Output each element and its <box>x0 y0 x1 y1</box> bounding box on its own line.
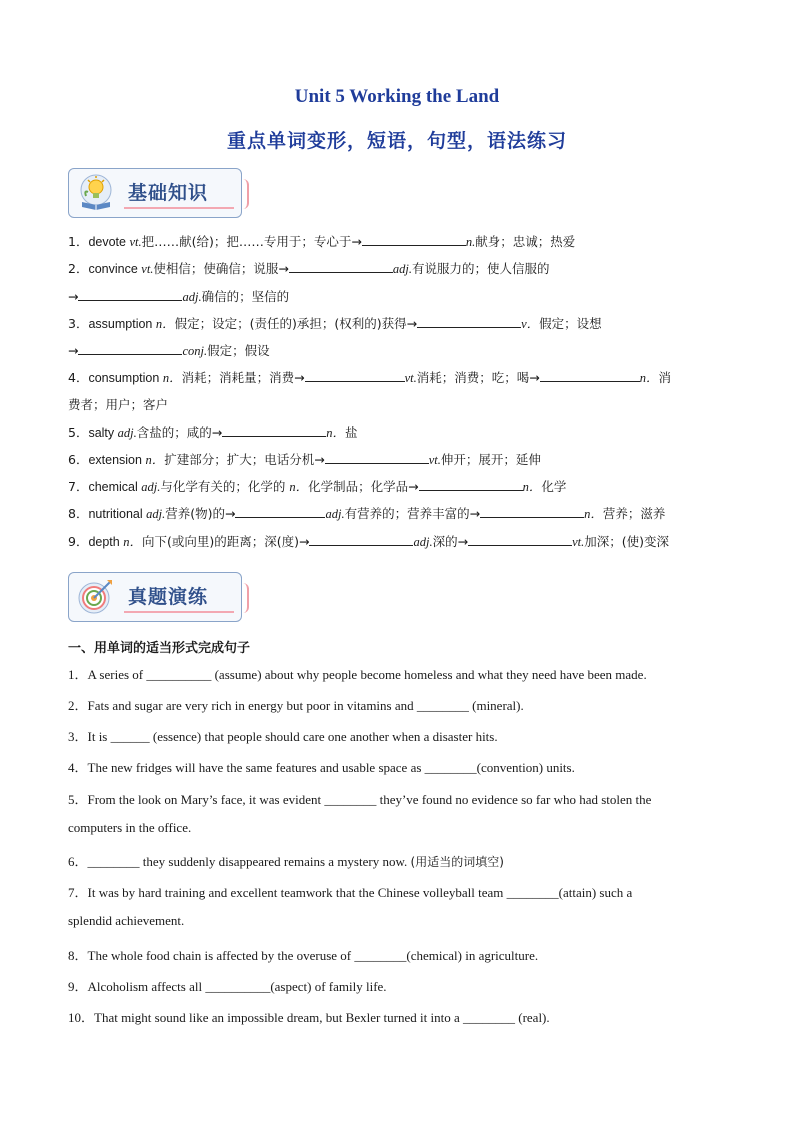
page-subtitle: 重点单词变形，短语，句型，语法练习 <box>226 130 567 152</box>
vocab-item-2: 2．convince vt.使相信；使确信；说服→ adj.有说服力的；使人信服的 <box>68 261 550 276</box>
blank[interactable] <box>309 533 413 546</box>
blank[interactable] <box>540 369 640 382</box>
question-1: 1．A series of __________ (assume) about why people become homeless and what they need have been made. <box>68 667 647 682</box>
vocab-item-6: 6．extension n．扩建部分；扩大；电话分机→ vt.伸开；展开；延伸 <box>68 452 541 467</box>
question-8: 8．The whole food chain is affected by the overuse of ________(chemical) in agriculture. <box>68 948 539 963</box>
blank[interactable] <box>325 451 429 464</box>
exercise-heading: 一、用单词的适当形式完成句子 <box>68 641 251 656</box>
blank[interactable] <box>78 342 182 355</box>
blank[interactable] <box>362 233 466 246</box>
question-2: 2．Fats and sugar are very rich in energy but poor in vitamins and ________ (mineral). <box>68 698 524 713</box>
question-10: 10．That might sound like an impossible dream, but Bexler turned it into a ________ (real). <box>68 1010 550 1025</box>
section-banner-exercises <box>68 572 244 624</box>
section-banner-basics <box>68 168 244 220</box>
vocab-item-4-cont: 费者；用户；客户 <box>68 397 169 412</box>
vocab-item-7: 7．chemical adj.与化学有关的；化学的 n．化学制品；化学品→ n．化学 <box>68 479 567 494</box>
vocab-item-3-cont: → conj.假定；假设 <box>68 343 270 358</box>
lightbulb-book-icon <box>74 172 118 212</box>
blank[interactable] <box>468 533 572 546</box>
vocab-item-5: 5．salty adj.含盐的；咸的→ n．盐 <box>68 425 358 440</box>
page-title: Unit 5 Working the Land <box>294 86 500 107</box>
blank[interactable] <box>78 288 182 301</box>
target-icon <box>74 576 118 616</box>
blank[interactable] <box>235 505 325 518</box>
blank[interactable] <box>305 369 405 382</box>
blank[interactable] <box>480 505 584 518</box>
vocab-item-8: 8．nutritional adj.营养(物)的→ adj.有营养的；营养丰富的→ n．营养；滋养 <box>68 506 666 521</box>
vocab-item-2-cont: → adj.确信的；坚信的 <box>68 289 290 304</box>
vocab-item-1: 1．devote vt.把……献(给)；把……专用于；专心于→ n.献身；忠诚；热爱 <box>68 234 576 249</box>
blank[interactable] <box>419 478 523 491</box>
question-4: 4．The new fridges will have the same features and usable space as ________(convention) units. <box>68 760 575 775</box>
question-7-cont: splendid achievement. <box>68 913 185 928</box>
blank[interactable] <box>417 315 521 328</box>
vocab-item-9: 9．depth n．向下(或向里)的距离；深(度)→ adj.深的→ vt.加深；(使)变深 <box>68 534 669 549</box>
question-7: 7．It was by hard training and excellent teamwork that the Chinese volleyball team ________(attain) such a <box>68 885 633 900</box>
section-label-exercises: 真题演练 <box>128 586 209 608</box>
question-5: 5．From the look on Mary’s face, it was evident ________ they’ve found no evidence so far who had stolen the <box>68 792 652 807</box>
question-5-cont: computers in the office. <box>68 820 192 835</box>
section-label-basics: 基础知识 <box>128 182 209 204</box>
question-9: 9．Alcoholism affects all __________(aspect) of family life. <box>68 979 387 994</box>
blank[interactable] <box>289 260 393 273</box>
question-3: 3．It is ______ (essence) that people should care one another when a disaster hits. <box>68 729 498 744</box>
vocab-item-4: 4．consumption n．消耗；消耗量；消费→ vt.消耗；消费；吃；喝→ n．消 <box>68 370 671 385</box>
question-6: 6．________ they suddenly disappeared remains a mystery now. (用适当的词填空) <box>68 854 504 869</box>
vocab-item-3: 3．assumption n．假定；设定；(责任的)承担；(权利的)获得→ v．假定；设想 <box>68 316 602 331</box>
blank[interactable] <box>222 424 326 437</box>
